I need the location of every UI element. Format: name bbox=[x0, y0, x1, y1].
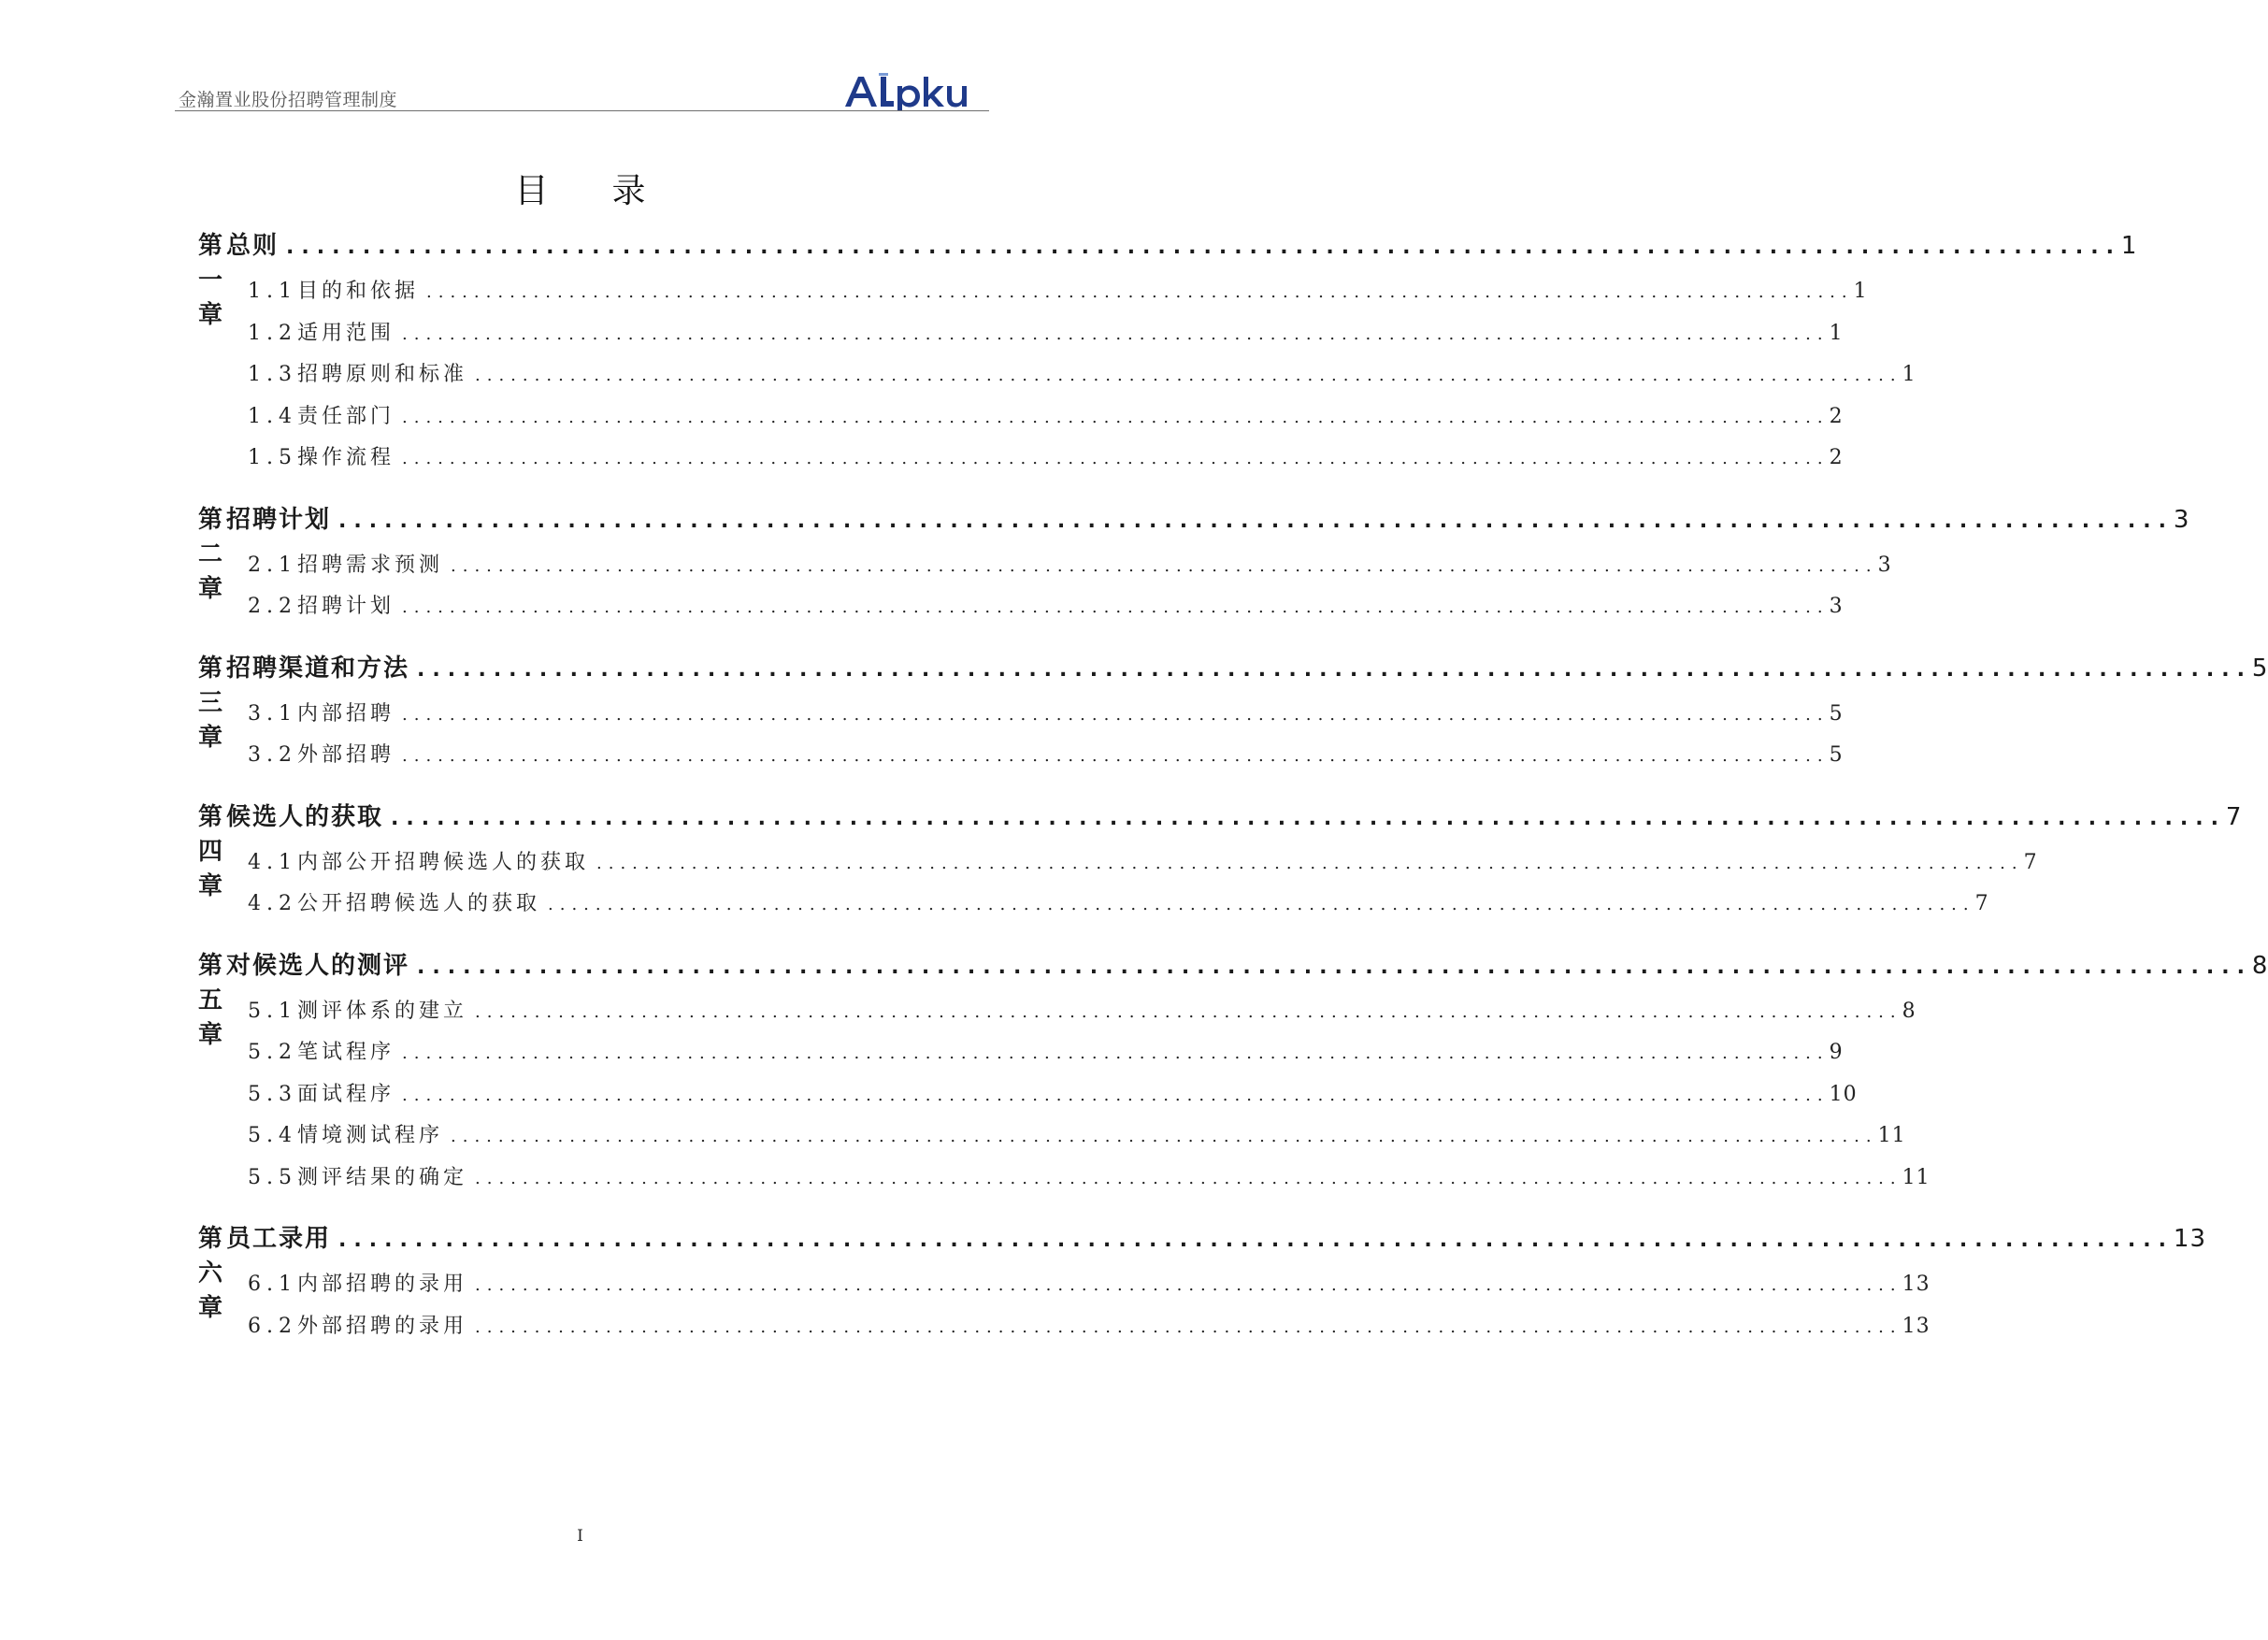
page-number: I bbox=[577, 1527, 583, 1546]
toc-section-entry[interactable] bbox=[198, 441, 1844, 470]
toc-entry-number: 第一章 bbox=[198, 232, 227, 329]
toc-dot-leader: ........................................................................................................................ bbox=[548, 895, 1975, 914]
toc-entry-number: 1.4 bbox=[248, 404, 297, 428]
toc-dot-leader: ........................................................................................................................ bbox=[338, 509, 2174, 533]
toc-entry-page-number: 5 bbox=[2251, 654, 2268, 683]
toc-section-entry[interactable] bbox=[198, 698, 1844, 726]
toc-entry-number: 1.3 bbox=[248, 363, 297, 386]
toc-entry-title: 招聘渠道和方法 bbox=[226, 654, 410, 683]
toc-entry-title: 情境测试程序 bbox=[297, 1124, 444, 1147]
toc-entry-number: 4.1 bbox=[248, 850, 297, 874]
toc-entry-page-number: 11 bbox=[1902, 1165, 1931, 1189]
toc-section-entry[interactable] bbox=[198, 358, 1916, 387]
toc-entry-title: 内部招聘的录用 bbox=[297, 1273, 468, 1296]
toc-dot-leader: ........................................................................................................................ bbox=[402, 746, 1830, 766]
toc-heading-char-1: 目 bbox=[514, 172, 549, 210]
toc-entry-page-number: 5 bbox=[1829, 701, 1844, 726]
toc-entry-number: 5.5 bbox=[248, 1165, 297, 1189]
page-header bbox=[175, 69, 989, 111]
toc-section-entry[interactable] bbox=[198, 1078, 1858, 1107]
toc-entry-page-number: 11 bbox=[1877, 1124, 1906, 1147]
toc-entry-title: 招聘需求预测 bbox=[297, 553, 444, 577]
toc-entry-page-number: 7 bbox=[1974, 892, 1989, 915]
toc-heading-char-2: 录 bbox=[611, 172, 646, 210]
toc-entry-title: 目的和依据 bbox=[297, 280, 420, 303]
toc-entry-title: 笔试程序 bbox=[297, 1041, 395, 1064]
toc-entry-title: 候选人的获取 bbox=[226, 802, 384, 831]
toc-entry-page-number: 3 bbox=[1877, 553, 1892, 577]
toc-entry-title: 员工录用 bbox=[226, 1225, 332, 1253]
toc-entry-number: 1.1 bbox=[248, 280, 297, 303]
toc-entry-number: 5.2 bbox=[248, 1041, 297, 1064]
toc-entry-title: 测评体系的建立 bbox=[297, 999, 468, 1023]
toc-entry-title: 测评结果的确定 bbox=[297, 1165, 468, 1189]
toc-entry-title: 适用范围 bbox=[297, 321, 395, 345]
toc-entry-number: 2.1 bbox=[248, 553, 297, 577]
toc-section-entry[interactable] bbox=[198, 739, 1844, 768]
toc-dot-leader: ........................................................................................................................ bbox=[475, 366, 1902, 385]
toc-heading bbox=[0, 165, 1160, 212]
toc-entry-title: 内部公开招聘候选人的获取 bbox=[297, 850, 590, 874]
toc-entry-title: 招聘计划 bbox=[226, 505, 332, 534]
aipku-logo bbox=[843, 73, 983, 110]
toc-entry-page-number: 1 bbox=[1853, 280, 1868, 303]
toc-section-entry[interactable] bbox=[198, 1310, 1931, 1339]
toc-entry-number: 5.1 bbox=[248, 999, 297, 1023]
toc-entry-number: 1.2 bbox=[248, 321, 297, 345]
toc-entry-number: 第六章 bbox=[198, 1225, 227, 1322]
toc-entry-number: 第五章 bbox=[198, 951, 227, 1049]
toc-entry-title: 面试程序 bbox=[297, 1082, 395, 1106]
toc-entry-page-number: 7 bbox=[2225, 802, 2243, 831]
toc-section-entry[interactable] bbox=[198, 846, 2038, 875]
toc-section-entry[interactable] bbox=[198, 1119, 1906, 1148]
toc-section-entry[interactable] bbox=[198, 995, 1916, 1024]
toc-entry-title: 招聘计划 bbox=[297, 595, 395, 618]
toc-dot-leader: ........................................................................................................................ bbox=[402, 449, 1830, 468]
toc-dot-leader: ........................................................................................................................ bbox=[402, 324, 1830, 344]
toc-entry-number: 3.1 bbox=[248, 701, 297, 726]
toc-section-entry[interactable] bbox=[198, 549, 1892, 578]
toc-dot-leader: ........................................................................................................................ bbox=[286, 236, 2121, 259]
toc-entry-page-number: 1 bbox=[2120, 232, 2138, 260]
toc-dot-leader: ........................................................................................................................ bbox=[475, 1168, 1902, 1188]
toc-entry-title: 招聘原则和标准 bbox=[297, 363, 468, 386]
toc-entry-page-number: 7 bbox=[2023, 850, 2038, 874]
toc-dot-leader: ........................................................................................................................ bbox=[596, 853, 2024, 873]
toc-entry-page-number: 10 bbox=[1829, 1082, 1858, 1106]
toc-dot-leader: ........................................................................................................................ bbox=[426, 282, 1854, 302]
toc-section-entry[interactable] bbox=[198, 1161, 1931, 1190]
toc-entry-number: 6.2 bbox=[248, 1314, 297, 1338]
toc-dot-leader: ........................................................................................................................ bbox=[451, 555, 1878, 576]
toc-entry-title: 内部招聘 bbox=[297, 701, 395, 726]
toc-entry-page-number: 2 bbox=[1829, 404, 1844, 428]
toc-entry-title: 总则 bbox=[226, 232, 280, 260]
toc-dot-leader: ........................................................................................................................ bbox=[402, 1043, 1830, 1063]
toc-section-entry[interactable] bbox=[198, 275, 1868, 304]
toc-entry-number: 6.1 bbox=[248, 1273, 297, 1296]
toc-entry-number: 第四章 bbox=[198, 802, 227, 900]
toc-dot-leader: ........................................................................................................................ bbox=[402, 1085, 1830, 1105]
toc-entry-title: 公开招聘候选人的获取 bbox=[297, 892, 541, 915]
logo-accent bbox=[879, 73, 888, 76]
toc-entry-number: 第三章 bbox=[198, 654, 227, 752]
toc-entry-page-number: 1 bbox=[1902, 363, 1916, 386]
toc-entry-page-number: 13 bbox=[1902, 1273, 1931, 1296]
toc-section-entry[interactable] bbox=[198, 1268, 1931, 1297]
toc-entry-page-number: 5 bbox=[1829, 743, 1844, 767]
toc-section-entry[interactable] bbox=[198, 317, 1844, 346]
toc-entry-title: 外部招聘的录用 bbox=[297, 1314, 468, 1338]
toc-entry-number: 5.4 bbox=[248, 1124, 297, 1147]
toc-entry-page-number: 3 bbox=[2173, 505, 2190, 534]
toc-entry-page-number: 8 bbox=[1902, 999, 1916, 1023]
toc-dot-leader: ........................................................................................................................ bbox=[475, 1275, 1902, 1295]
toc-entry-page-number: 13 bbox=[2173, 1225, 2207, 1253]
toc-dot-leader: ........................................................................................................................ bbox=[402, 407, 1830, 427]
toc-entry-number: 3.2 bbox=[248, 743, 297, 767]
toc-dot-leader: ........................................................................................................................ bbox=[402, 704, 1830, 725]
toc-section-entry[interactable] bbox=[198, 1036, 1844, 1065]
toc-dot-leader: ........................................................................................................................ bbox=[338, 1229, 2174, 1252]
toc-entry-title: 外部招聘 bbox=[297, 743, 395, 767]
toc-entry-page-number: 9 bbox=[1829, 1041, 1844, 1064]
toc-entry-number: 2.2 bbox=[248, 595, 297, 618]
toc-dot-leader: ........................................................................................................................ bbox=[417, 657, 2252, 682]
toc-entry-page-number: 1 bbox=[1829, 321, 1844, 345]
toc-entry-page-number: 3 bbox=[1829, 595, 1844, 618]
toc-entry-title: 对候选人的测评 bbox=[226, 951, 410, 980]
toc-entry-number: 5.3 bbox=[248, 1082, 297, 1106]
toc-entry-page-number: 13 bbox=[1902, 1314, 1931, 1338]
toc-entry-page-number: 2 bbox=[1829, 446, 1844, 469]
toc-dot-leader: ........................................................................................................................ bbox=[402, 597, 1830, 617]
toc-entry-title: 操作流程 bbox=[297, 446, 395, 469]
toc-entry-number: 第二章 bbox=[198, 505, 227, 603]
toc-entry-number: 1.5 bbox=[248, 446, 297, 469]
toc-dot-leader: ........................................................................................................................ bbox=[417, 955, 2252, 979]
logo-glyphs bbox=[845, 77, 967, 110]
toc-section-entry[interactable] bbox=[198, 887, 1989, 916]
toc-entry-number: 4.2 bbox=[248, 892, 297, 915]
toc-dot-leader: ........................................................................................................................ bbox=[451, 1127, 1878, 1146]
toc-section-entry[interactable] bbox=[198, 400, 1844, 429]
toc-dot-leader: ........................................................................................................................ bbox=[391, 806, 2226, 830]
toc-section-entry[interactable] bbox=[198, 590, 1844, 619]
toc-dot-leader: ........................................................................................................................ bbox=[475, 1316, 1902, 1337]
toc-entry-title: 责任部门 bbox=[297, 404, 395, 428]
toc-dot-leader: ........................................................................................................................ bbox=[475, 1001, 1902, 1022]
document-title: 金瀚置业股份招聘管理制度 bbox=[179, 90, 398, 110]
toc-entry-page-number: 8 bbox=[2251, 951, 2268, 980]
